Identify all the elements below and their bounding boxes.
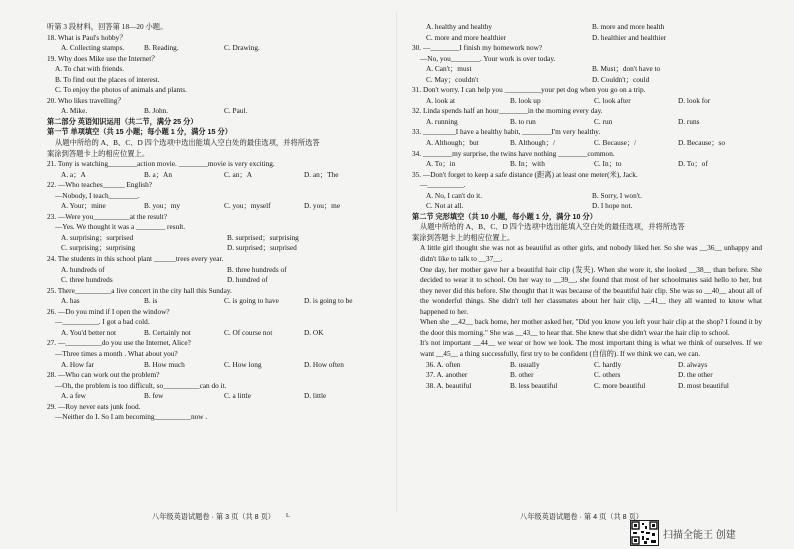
option-row (47, 296, 382, 307)
answer-option: C. Because；/ (594, 138, 637, 148)
option-row (412, 201, 762, 212)
answer-option: A. a；A (61, 169, 86, 179)
question-line: 听第 3 段材料，回答第 18—20 小题。 (47, 22, 168, 31)
answer-option: C. May；couldn't (426, 74, 479, 84)
option-row (412, 138, 762, 149)
section-heading: 第二部分 英语知识运用（共二节，满分 25 分） (47, 116, 198, 126)
answer-option: C. run (594, 116, 613, 126)
answer-option: B. more and more health (592, 22, 665, 31)
answer-option: C. three hundreds (61, 275, 113, 285)
question-line: 案涂到答题卡上的相应位置上。 (47, 148, 150, 158)
answer-option: D. surprised；surprised (227, 243, 297, 253)
question-line: 26. —Do you mind if I open the window? (47, 306, 170, 316)
answer-option: B. three hundreds of (227, 264, 287, 274)
option-row (47, 43, 382, 54)
question-line: 27. —__________do you use the Internet, Alice? (47, 338, 191, 348)
option-row (47, 265, 382, 276)
answer-option: A. How far (61, 359, 95, 369)
cloze-paragraph: When she __42__ back home, her mother asked her, "Did you know you left your hair clip at the shop? I found it by the door this morning." She was __43__ to hear that. She knew that she didn't wear the hair clip to school. (420, 317, 762, 337)
answer-option: C. In；to (594, 159, 622, 169)
answer-option: B. less beautiful (510, 380, 558, 390)
question-line: 34. ________my surprise, the twins have nothing ________common. (412, 148, 615, 158)
option-row (47, 243, 382, 254)
footer-right: 八年级英语试题卷 · 第 4 页（共 8 页） (520, 512, 643, 521)
answer-option: B. Sorry, I won't. (592, 190, 642, 200)
answer-option: 37. A. another (426, 370, 468, 380)
answer-option: C. others (594, 370, 621, 380)
question-line: 35. —Don't forget to keep a safe distance (距离) at least one meter(米), Jack. (412, 169, 638, 179)
answer-option: D. To；of (678, 159, 708, 169)
answer-option: A. To；in (426, 159, 456, 169)
option-row (412, 117, 762, 128)
answer-option: D. most beautiful (678, 380, 729, 390)
answer-option: A. has (61, 296, 80, 306)
answer-option: C. you；myself (224, 201, 271, 211)
answer-option: A. Mike. (61, 106, 88, 116)
option-row (47, 391, 382, 402)
answer-option: B. John. (144, 106, 169, 116)
answer-option: C. hardly (594, 359, 622, 369)
answer-option: 38. A. beautiful (426, 380, 472, 390)
answer-option: B. Must；don't have to (592, 64, 661, 74)
question-line: 20. Who likes travelling？ (47, 95, 125, 105)
answer-option: A. look at (426, 95, 455, 105)
question-line: B. To find out the places of interest. (55, 74, 160, 84)
option-row (47, 201, 382, 212)
answer-option: A. You'd better not (61, 327, 117, 337)
answer-option: B. other (510, 370, 534, 380)
answer-option: C. is going to have (224, 296, 279, 306)
question-line: 从题中所给的 A、B、C、D 四个选项中选出能填入空白处的最佳选项，并将所选答 (55, 138, 320, 148)
answer-option: A. Although；but (426, 138, 479, 148)
scanner-brand: 扫描全能王 创建 (663, 530, 736, 541)
question-line: —__________. (420, 180, 466, 190)
option-row (47, 233, 382, 244)
question-line: 33. _________I have a healthy habit, ________I'm very healthy. (412, 127, 601, 137)
answer-option: C. How long (224, 359, 262, 369)
answer-option: D. How often (304, 359, 344, 369)
stray-mark: L (286, 513, 290, 519)
answer-option: D. little (304, 391, 327, 401)
answer-option: A. hundreds of (61, 264, 105, 274)
option-row (412, 370, 762, 381)
cloze-paragraph: A little girl thought she was not as beautiful as other girls, and nobody liked her. So she was __36__ unhappy and didn't like to talk to __37__. (420, 243, 762, 264)
answer-option: C. a little (224, 391, 251, 401)
question-line: 30. —________I finish my homework now? (412, 43, 543, 53)
question-line: 21. Tony is watching________action movie. ________movie is very exciting. (47, 159, 275, 169)
option-row (412, 22, 762, 33)
question-line: 28. —Who can work out the problem? (47, 370, 160, 380)
option-row (47, 328, 382, 339)
option-row (412, 64, 762, 75)
answer-option: C. Paul. (224, 106, 248, 116)
question-line: 19. Why does Mike use the Internet？ (47, 53, 159, 63)
answer-option: B. In；with (510, 159, 545, 169)
question-line: 18. What is Paul's hobby？ (47, 32, 127, 42)
question-line: —__________. I got a bad cold. (55, 317, 150, 327)
answer-option: A. Can't；must (426, 64, 472, 74)
option-row (412, 75, 762, 86)
question-line: 29. —Roy never eats junk food. (47, 401, 141, 411)
option-row (412, 159, 762, 170)
question-line: —Yes. We thought it was a ________ result. (55, 222, 186, 232)
answer-option: C. more beautiful (594, 380, 646, 390)
answer-option: B. How much (144, 359, 185, 369)
question-line: 案涂到答题卡上的相应位置上。 (412, 232, 515, 242)
question-line: —Nobody, I teach________. (55, 190, 140, 200)
cloze-paragraph: One day, her mother gave her a beautiful hair clip (发夹). When she wore it, she looked __38__ than before. She decided to wear it to school. On her way to __39__, she found that most of her schoolmates said hello to her, but they never did this before. She thought that it was because of the beautiful hair clip. She was so __40__ about all of the wonderful things. She didn't tell her classmates about her hair clip, __41__ they all wanted to know what happened to her. (420, 264, 762, 316)
cloze-paragraph: It's not important __44__ we wear or how we look. The most important thing is what we think of ourselves. If we want __45__ a thing successfully, first try to be confident (自信的). If we think we can, we can. (420, 338, 762, 358)
answer-option: A. surprising；surprised (61, 232, 134, 242)
question-line: 22. —Who teaches______ English? (47, 180, 152, 190)
answer-option: A. Your；mine (61, 201, 106, 211)
answer-option: C. Drawing. (224, 43, 260, 53)
answer-option: D. OK (304, 327, 324, 337)
answer-option: 36. A. often (426, 359, 461, 369)
right-column (412, 22, 762, 391)
section-heading: 第一节 单项填空（共 15 小题；每小题 1 分，满分 15 分） (47, 127, 232, 137)
answer-option: C. look after (594, 95, 631, 105)
answer-option: B. to run (510, 116, 536, 126)
option-row (47, 170, 382, 181)
option-row (412, 33, 762, 44)
answer-option: D. you；me (304, 201, 341, 211)
column-divider (396, 12, 397, 512)
question-line: 24. The students in this school plant ______trees every year. (47, 254, 224, 264)
option-row (47, 360, 382, 371)
answer-option: A. a few (61, 391, 86, 401)
answer-option: D. look for (678, 95, 711, 105)
answer-option: C. Not at all. (426, 201, 464, 211)
question-line: 从题中所给的 A、B、C、D 四个选项中选出能填入空白处的最佳选项，并将所选答 (420, 222, 685, 232)
answer-option: D. the other (678, 370, 713, 380)
answer-option: D. is going to be (304, 296, 353, 306)
question-line: —Neither do I. So I am becoming__________now . (55, 412, 208, 422)
answer-option: B. is (144, 296, 158, 306)
answer-option: B. Certainly not (144, 327, 191, 337)
question-line: —No, you________. Your work is over today. (420, 53, 556, 63)
answer-option: D. runs (678, 116, 700, 126)
answer-option: B. look up (510, 95, 541, 105)
left-column (47, 22, 382, 423)
answer-option: D. always (678, 359, 708, 369)
answer-option: A. Collecting stamps. (61, 43, 125, 53)
answer-option: D. Couldn't；could (592, 74, 650, 84)
answer-option: A. No, I can't do it. (426, 190, 483, 200)
question-line: 31. Don't worry. I can help you __________your pet dog when you go on a trip. (412, 85, 646, 95)
question-line: A. To chat with friends. (55, 64, 125, 74)
question-line: —Three times a month . What about you? (55, 348, 178, 358)
option-row (47, 275, 382, 286)
answer-option: B. a；An (144, 169, 172, 179)
section-heading: 第二节 完形填空（共 10 小题，每小题 1 分，满分 10 分） (412, 211, 597, 221)
qr-code-icon (630, 520, 659, 546)
question-line: 23. —Were you__________at the result? (47, 211, 167, 221)
answer-option: D. an；The (304, 169, 339, 179)
answer-option: D. Because；so (678, 138, 726, 148)
option-row (412, 191, 762, 202)
option-row (412, 96, 762, 107)
answer-option: A. running (426, 116, 458, 126)
answer-option: C. more and more healthier (426, 32, 507, 42)
answer-option: B. few (144, 391, 164, 401)
answer-option: C. surprising；surprising (61, 243, 136, 253)
question-line: 32. Linda spends half an hour________in the morning every day. (412, 106, 603, 116)
option-row (47, 106, 382, 117)
question-line: —Oh, the problem is too difficult, so__________can do it. (55, 380, 227, 390)
answer-option: D. healthier and healthier (592, 32, 667, 42)
question-line: C. To enjoy the photos of animals and plants. (55, 85, 187, 95)
answer-option: C. an；A (224, 169, 252, 179)
option-row (412, 360, 762, 371)
question-line: 25. There__________a live concert in the city hall this Sunday. (47, 285, 232, 295)
answer-option: B. you；my (144, 201, 181, 211)
footer-left: 八年级英语试题卷 · 第 3 页（共 8 页） (152, 512, 275, 521)
answer-option: C. Of course not (224, 327, 273, 337)
option-row (412, 381, 762, 392)
answer-option: B. usually (510, 359, 540, 369)
answer-option: A. healthy and healthy (426, 22, 493, 31)
answer-option: B. Although；/ (510, 138, 556, 148)
answer-option: D. I hope not. (592, 201, 633, 211)
answer-option: B. surprised；surprising (227, 232, 299, 242)
answer-option: D. hundred of (227, 275, 268, 285)
answer-option: B. Reading. (144, 43, 179, 53)
